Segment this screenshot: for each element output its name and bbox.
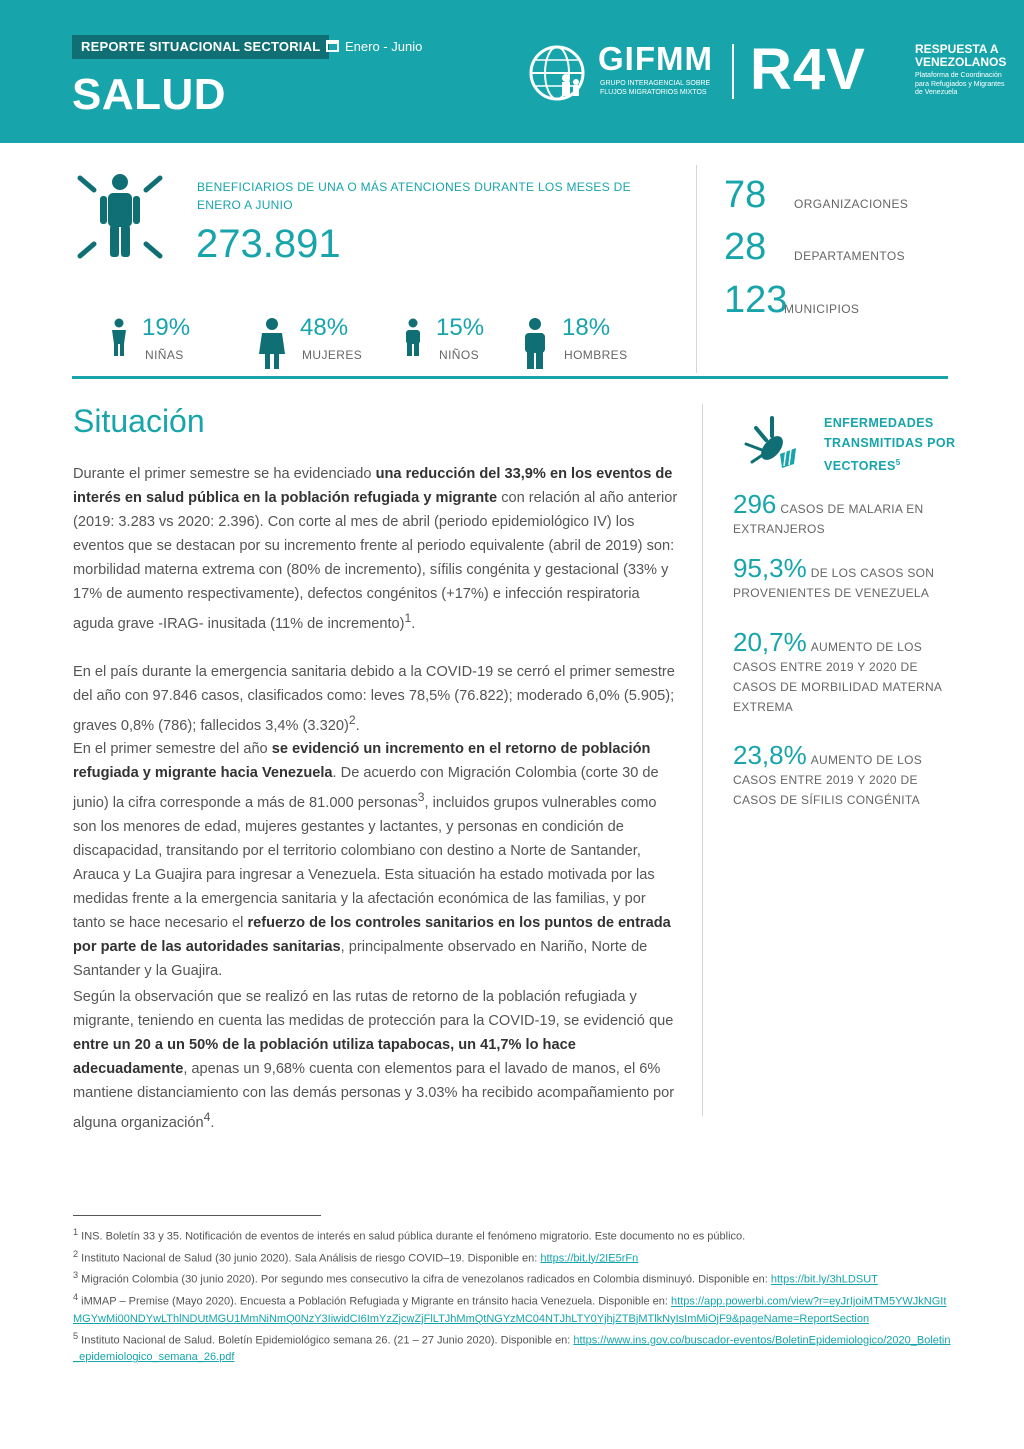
stat-maternal-text: AUMENTO DE LOS CASOS ENTRE 2019 Y 2020 DE CASOS DE MORBILIDAD MATERNA EXTREMA <box>733 640 942 714</box>
beneficiaries-label: BENEFICIARIOS DE UNA O MÁS ATENCIONES DURANTE LOS MESES DE ENERO A JUNIO <box>197 180 631 212</box>
women-pct: 48% <box>300 314 349 341</box>
stat-syphilis-text: AUMENTO DE LOS CASOS ENTRE 2019 Y 2020 DE CASOS DE SÍFILIS CONGÉNITA <box>733 753 923 807</box>
p2-text-b: . <box>355 717 360 734</box>
footnote-1-text: INS. Boletín 33 y 35. Notificación de eventos de interés en salud pública durante el fenómeno migratorio. Este documento no es público. <box>81 1230 746 1243</box>
situation-paragraph-2 <box>73 660 679 738</box>
footnote-4 <box>73 1289 953 1328</box>
p1-text-a: Durante el primer semestre se ha evidenciado <box>73 466 376 482</box>
page-title: SALUD <box>72 70 227 119</box>
men-label: HOMBRES <box>564 348 628 362</box>
footnote-4-text: iMMAP – Premise (Mayo 2020). Encuesta a Población Refugiada y Migrante en tránsito hacia Venezuela. Disponible en: <box>81 1295 672 1308</box>
stat-maternal-value: 20,7% <box>733 627 807 657</box>
stat-congenital-syphilis <box>733 740 955 810</box>
footnote-2-link[interactable]: https://bit.ly/2IE5rFn <box>540 1252 639 1265</box>
p1-bold: una reducción del 33,9% en los eventos de interés en salud pública en la población refugiada y migrante <box>73 466 673 506</box>
p3-bold-1: se evidenció un incremento en el retorno de población refugiada y migrante hacia Venezuela <box>73 741 651 781</box>
women-label: MUJERES <box>302 348 363 362</box>
footnote-5-text: Instituto Nacional de Salud. Boletín Epidemiológico semana 26. (21 – 27 Junio 2020). Disponible en: <box>81 1334 574 1347</box>
footnote-5-num: 5 <box>73 1330 79 1341</box>
r4v-logo-text: R4V <box>750 37 866 102</box>
footnote-3-num: 3 <box>73 1270 79 1281</box>
p2-text-a: En el país durante la emergencia sanitaria debido a la COVID-19 se cerró el primer semestre del año con 97.846 casos, clasificados como: leves 78,5% (76.822); moderado 6,0% (5.905); graves 0,8% (786); fallecidos 3,4% (3.320) <box>73 664 675 734</box>
boy-icon <box>402 318 424 358</box>
men-pct: 18% <box>562 314 611 341</box>
r4v-title: RESPUESTA A VENEZOLANOS <box>915 42 1007 69</box>
man-icon <box>520 318 550 370</box>
p1-text-d: . <box>411 615 416 632</box>
header-banner <box>0 0 1024 143</box>
municipalities-count: 123 <box>724 279 788 321</box>
footnote-1-num: 1 <box>73 1227 79 1237</box>
situation-paragraph-3 <box>73 737 679 983</box>
footnote-3-link[interactable]: https://bit.ly/3hLDSUT <box>770 1273 878 1286</box>
p3-text-a: En el primer semestre del año <box>73 741 272 757</box>
girls-pct: 19% <box>142 314 191 341</box>
footnote-2 <box>73 1246 953 1268</box>
p2-footnote-ref: 2 <box>348 713 356 727</box>
stat-malaria <box>733 489 955 539</box>
footnote-rule <box>73 1215 321 1216</box>
p4-text-c: , apenas un 9,68% cuenta con elementos para el lavado de manos, el 6% mantiene distanciamiento con las demás personas y 3.03% ha recibido acompañamiento por alguna organización <box>73 1061 675 1131</box>
section-divider <box>72 376 948 379</box>
p3-footnote-ref: 3 <box>417 790 425 804</box>
footnote-5 <box>73 1328 953 1367</box>
gifmm-logo-text: GIFMM <box>598 40 713 77</box>
stat-syphilis-value: 23,8% <box>733 740 807 770</box>
period <box>326 36 422 58</box>
stat-maternal-morbidity <box>733 627 955 717</box>
p4-bold: entre un 20 a un 50% de la población utiliza tapabocas, un 41,7% lo hace adecuadamente <box>73 1037 576 1077</box>
period-text: Enero - Junio <box>345 39 423 54</box>
p3-text-f: , principalmente observado en Nariño, Norte de Santander y la Guajira. <box>73 938 648 979</box>
departments-label: DEPARTAMENTOS <box>794 249 905 263</box>
stat-venezuela-origin <box>733 553 955 603</box>
situation-title: Situación <box>73 403 205 439</box>
organizations-count: 78 <box>724 174 767 216</box>
footnote-5-link[interactable]: https://www.ins.gov.co/buscador-eventos/BoletinEpidemiologico/2020_Boletin_epidemiologico_semana_26.pdf <box>73 1334 951 1364</box>
r4v-subtitle: Plataforma de Coordinación para Refugiados y Migrantes de Venezuela <box>915 72 1005 96</box>
footnote-3-text: Migración Colombia (30 junio 2020). Por segundo mes consecutivo la cifra de venezolanos radicados en Colombia disminuyó. Disponible en: <box>81 1273 771 1286</box>
gifmm-globe-logo <box>522 44 592 102</box>
vector-heading-text: ENFERMEDADES TRANSMITIDAS POR VECTORES <box>824 416 956 474</box>
footnote-2-text: Instituto Nacional de Salud (30 junio 2020). Sala Análisis de riesgo COVID–19. Disponible en: <box>81 1252 541 1265</box>
boys-label: NIÑOS <box>439 348 480 362</box>
stat-venezuela-text: DE LOS CASOS SON PROVENIENTES DE VENEZUELA <box>733 566 935 600</box>
stat-malaria-text: CASOS DE MALARIA EN EXTRANJEROS <box>733 502 924 536</box>
logo-divider <box>732 44 734 99</box>
girl-icon <box>108 318 130 358</box>
footnotes <box>73 1224 953 1366</box>
p4-text-a: Según la observación que se realizó en las rutas de retorno de la población refugiada y migrante, teniendo en cuenta las medidas de protección para la COVID-19, se evidenció que <box>73 989 674 1029</box>
girls-label: NIÑAS <box>145 348 184 362</box>
gifmm-subtitle: GRUPO INTERAGENCIAL SOBRE FLUJOS MIGRATORIOS MIXTOS <box>600 80 711 96</box>
boys-pct: 15% <box>436 314 485 341</box>
report-tag: REPORTE SITUACIONAL SECTORIAL <box>72 35 329 59</box>
departments-count: 28 <box>724 226 767 268</box>
footnote-2-num: 2 <box>73 1248 79 1259</box>
p1-footnote-ref: 1 <box>404 611 412 625</box>
calendar-icon <box>326 40 339 52</box>
situation-paragraph-1 <box>73 462 679 636</box>
situation-paragraph-4 <box>73 985 679 1135</box>
footnote-3 <box>73 1267 953 1289</box>
p3-text-d: , incluidos grupos vulnerables como son los menores de edad, mujeres gestantes y lactantes, y personas en condición de discapacidad, transitando por el territorio colombiano con destino a Norte de Santander, Arauca y La Guajira para ingresar a Venezuela. Esta situación ha estado motivada por las medidas frente a la emergencia sanitaria y la afectación económica de las familias, y por tanto se hace necesario el <box>73 794 657 931</box>
beneficiaries-person-icon <box>74 172 166 264</box>
beneficiaries-value: 273.891 <box>196 222 341 266</box>
stat-malaria-value: 296 <box>733 489 777 519</box>
p3-bold-2: refuerzo de los controles sanitarios en los puntos de entrada por parte de las autoridades sanitarias <box>73 914 671 955</box>
footnote-4-num: 4 <box>73 1291 79 1302</box>
vector-diseases-heading <box>824 413 964 476</box>
sidebar-divider <box>702 404 703 1116</box>
footnote-1 <box>73 1224 953 1246</box>
p3-text-c: . De acuerdo con Migración Colombia (corte 30 de junio) la cifra corresponde a más de 81.000 personas <box>73 765 659 811</box>
p1-text-c: con relación al año anterior (2019: 3.283 vs 2020: 2.396). Con corte al mes de abril (periodo epidemiológico IV) los eventos que se destacan por su incremento frente al periodo equivalente (abril de 2019) son: morbilidad materna extrema con (80% de incremento), sífilis congénita y gestacional (33% y 17% de aumento respectivamente), defectos congénitos (+17%) e infección respiratoria aguda grave -IRAG- inusitada (11% de incremento) <box>73 490 678 632</box>
mosquito-vector-icon <box>742 414 800 472</box>
municipalities-label: MUNICIPIOS <box>784 302 860 316</box>
p4-footnote-ref: 4 <box>203 1110 211 1124</box>
stat-venezuela-value: 95,3% <box>733 553 807 583</box>
stats-divider <box>696 165 697 373</box>
woman-icon <box>256 318 288 370</box>
p4-text-d: . <box>210 1114 215 1131</box>
vector-heading-footnote-ref: 5 <box>895 458 901 467</box>
organizations-label: ORGANIZACIONES <box>794 197 909 211</box>
footnote-4-link[interactable]: https://app.powerbi.com/view?r=eyJrIjoiMTM5YWJkNGItMGYwMi00NDYwLThlNDUtMGU1MmNiNmQ0NzY3IiwidCI6ImYzZjcwZjFlLTJhMmQtNGYzMC04NTJhLTY0YjhjZTBjMTlkNyIsImMiOjF9&pageName=ReportSection <box>73 1295 947 1325</box>
